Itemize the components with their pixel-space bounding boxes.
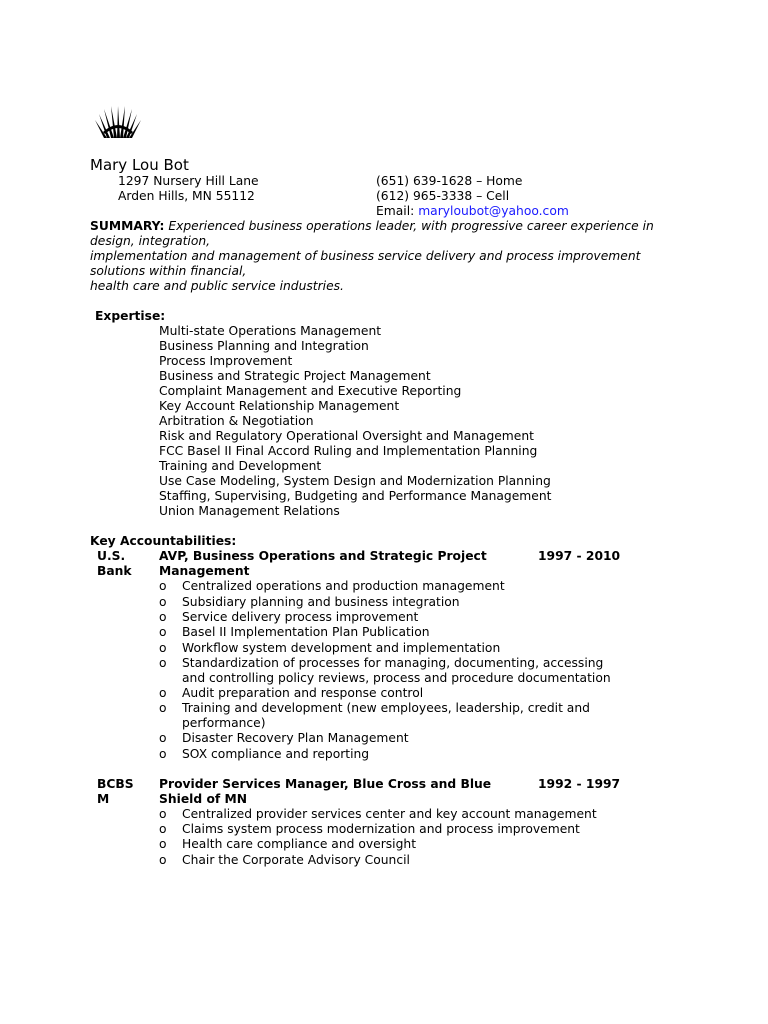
job-bullet: Chair the Corporate Advisory Council [182,853,410,867]
accountabilities-heading: Key Accountabilities: [90,534,237,548]
summary-line: health care and public service industries. [90,279,344,293]
summary-label: SUMMARY: [90,219,165,233]
bullet-marker: o [159,641,167,655]
address-line-1: 1297 Nursery Hill Lane [118,174,259,188]
bullet-marker: o [159,807,167,821]
expertise-item: Use Case Modeling, System Design and Modernization Planning [159,474,551,488]
job-title: Provider Services Manager, Blue Cross and Blue [159,777,492,791]
bullet-marker: o [159,853,167,867]
resume-name: Mary Lou Bot [90,156,189,174]
job-bullet: Claims system process modernization and process improvement [182,822,580,836]
job-bullet: Audit preparation and response control [182,686,424,700]
job-bullet: Service delivery process improvement [182,610,419,624]
email-row [376,204,569,219]
bullet-marker: o [159,625,167,639]
expertise-item: Arbitration & Negotiation [159,414,314,428]
job-bullet: Subsidiary planning and business integration [182,595,460,609]
summary-line: implementation and management of business service delivery and process improvement [90,249,641,263]
job-title: AVP, Business Operations and Strategic Project [159,549,487,563]
job-org: M [97,792,110,806]
phone-cell: (612) 965-3338 – Cell [376,189,510,203]
email-link[interactable]: maryloubot@yahoo.com [418,204,569,218]
job-bullet: Centralized provider services center and key account management [182,807,597,821]
expertise-item: Business and Strategic Project Management [159,369,431,383]
address-line-2: Arden Hills, MN 55112 [118,189,255,203]
summary-line: design, integration, [90,234,211,248]
company-logo-icon [93,106,143,138]
bullet-marker: o [159,701,167,715]
expertise-item: Union Management Relations [159,504,340,518]
bullet-marker: o [159,822,167,836]
job-bullet-continuation: and controlling policy reviews, process and procedure documentation [182,671,611,685]
bullet-marker: o [159,747,167,761]
expertise-item: Training and Development [159,459,322,473]
email-label: Email: [376,204,415,218]
expertise-item: Multi-state Operations Management [159,324,382,338]
job-bullet: Workflow system development and implementation [182,641,501,655]
expertise-item: Staffing, Supervising, Budgeting and Performance Management [159,489,552,503]
job-bullet: Health care compliance and oversight [182,837,417,851]
job-title: Management [159,564,250,578]
expertise-item: Risk and Regulatory Operational Oversight and Management [159,429,534,443]
job-bullet: Centralized operations and production management [182,579,505,593]
job-org: BCBS [97,777,134,791]
job-bullet-continuation: performance) [182,716,266,730]
job-years: 1992 - 1997 [538,777,621,791]
expertise-heading: Expertise: [95,309,166,323]
bullet-marker: o [159,686,167,700]
job-bullet: SOX compliance and reporting [182,747,370,761]
expertise-item: Complaint Management and Executive Reporting [159,384,462,398]
summary-first-line [90,219,654,234]
expertise-item: Key Account Relationship Management [159,399,400,413]
job-org: Bank [97,564,132,578]
job-org: U.S. [97,549,126,563]
bullet-marker: o [159,610,167,624]
job-bullet: Standardization of processes for managing, documenting, accessing [182,656,604,670]
job-years: 1997 - 2010 [538,549,621,563]
job-bullet: Training and development (new employees, leadership, credit and [182,701,590,715]
job-bullet: Basel II Implementation Plan Publication [182,625,430,639]
expertise-item: Process Improvement [159,354,293,368]
phone-home: (651) 639-1628 – Home [376,174,523,188]
summary-line: solutions within financial, [90,264,247,278]
job-title: Shield of MN [159,792,248,806]
job-bullet: Disaster Recovery Plan Management [182,731,409,745]
bullet-marker: o [159,579,167,593]
bullet-marker: o [159,595,167,609]
bullet-marker: o [159,837,167,851]
expertise-item: Business Planning and Integration [159,339,369,353]
bullet-marker: o [159,656,167,670]
bullet-marker: o [159,731,167,745]
summary-text: Experienced business operations leader, with progressive career experience in [168,219,654,233]
expertise-item: FCC Basel II Final Accord Ruling and Implementation Planning [159,444,538,458]
